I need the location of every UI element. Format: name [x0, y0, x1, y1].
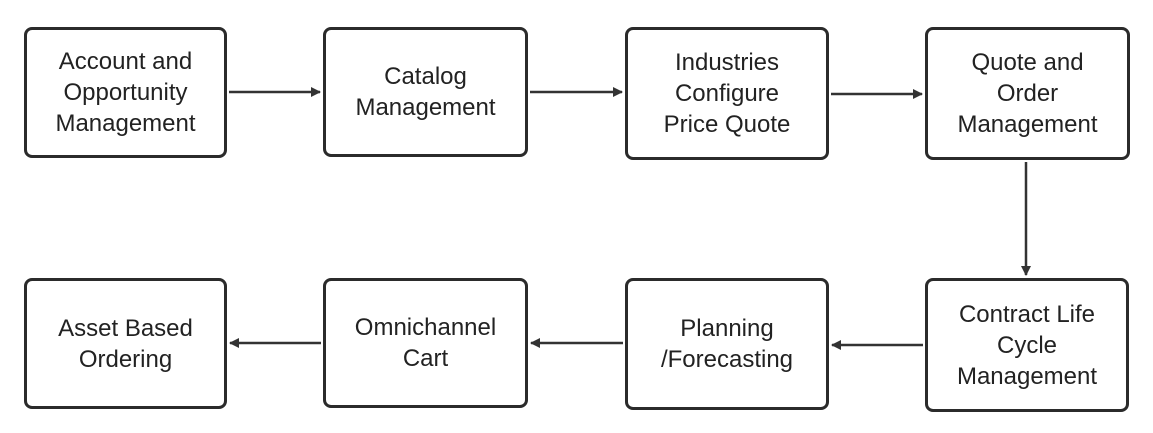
- box-label: Account and Opportunity Management: [55, 48, 196, 137]
- box-quote-order: [925, 27, 1130, 160]
- box-label: Contract Life Cycle Management: [956, 300, 1098, 390]
- box-asset-ordering: [24, 278, 227, 409]
- box-label: Quote and Order Management: [957, 49, 1098, 138]
- box-planning-forecasting: [625, 278, 829, 410]
- box-contract-lifecycle: [925, 278, 1129, 412]
- box-label: Planning /Forecasting: [660, 315, 794, 373]
- box-catalog: [323, 27, 528, 157]
- box-label: Catalog Management: [355, 63, 496, 121]
- box-industries-cpq: [625, 27, 829, 160]
- box-account-opportunity: [24, 27, 227, 158]
- box-label: Omnichannel Cart: [354, 314, 497, 372]
- box-label: Industries Configure Price Quote: [663, 49, 791, 138]
- box-label: Asset Based Ordering: [58, 314, 193, 373]
- box-omnichannel-cart: [323, 278, 528, 408]
